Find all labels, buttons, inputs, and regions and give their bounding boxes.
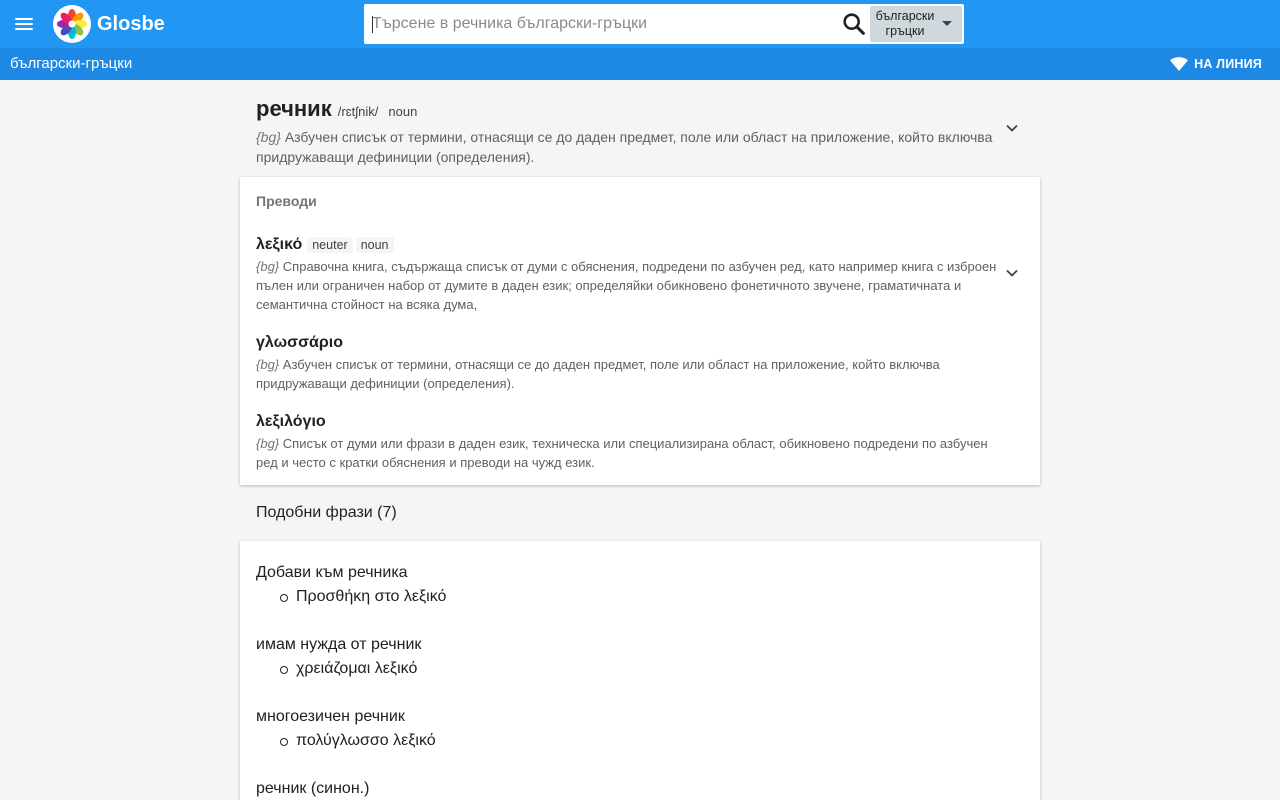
text-caret xyxy=(372,16,373,33)
phrase-item xyxy=(256,563,1016,607)
similar-phrases-card xyxy=(240,541,1040,800)
pronunciation: /rɛtʃnik/ xyxy=(337,104,379,119)
definition-text: Азбучен списък от термини, отнасящи се до даден предмет, поле или област на приложение, който включва придружаващи дефиниции (определения). xyxy=(256,129,993,165)
pos-tag: noun xyxy=(356,237,394,253)
translation-item[interactable] xyxy=(256,334,1000,393)
search-icon[interactable] xyxy=(840,10,868,38)
brand-name[interactable]: Glosbe xyxy=(97,13,165,35)
language-pair-link[interactable]: български-гръцки xyxy=(10,55,133,72)
translation-word: λεξιλόγιο xyxy=(256,413,326,430)
translation-definition: Списък от думи или фрази в даден език, техническа или специализирана област, обикновено подредени по азбучен ред и често с кратки обяснения и преводи на чужд език. xyxy=(256,436,988,470)
translation-item[interactable] xyxy=(256,236,1000,314)
sub-bar xyxy=(0,48,1280,80)
chevron-down-icon[interactable] xyxy=(1005,266,1019,280)
gender-tag: neuter xyxy=(307,237,352,253)
phrase-source[interactable]: многоезичен речник xyxy=(256,708,405,725)
wifi-icon xyxy=(1170,57,1188,71)
language-tag: {bg} xyxy=(256,259,280,274)
similar-phrases-title: Подобни фрази (7) xyxy=(256,504,397,521)
headword-section xyxy=(256,96,996,167)
phrase-item xyxy=(256,707,1016,751)
translations-card xyxy=(240,177,1040,485)
phrase-source[interactable]: речник (синон.) xyxy=(256,780,370,797)
phrase-source[interactable]: Добави към речника xyxy=(256,564,408,581)
language-select[interactable] xyxy=(870,6,962,42)
translation-definition: Справочна книга, съдържаща списък от думи с обяснения, подредени по азбучен ред, като например книга с изброен пълен или ограничен набор от думите в даден език; определяйки обикновено фонетичното звучене, граматичната и семантична стойност на всяка дума, xyxy=(256,259,997,312)
phrase-source[interactable]: имам нужда от речник xyxy=(256,636,422,653)
headword: речник xyxy=(256,96,332,121)
language-tag: {bg} xyxy=(256,436,280,451)
menu-icon[interactable] xyxy=(12,12,36,36)
phrase-translation[interactable]: πολύγλωσσο λεξικό xyxy=(256,731,1016,751)
language-tag: {bg} xyxy=(256,129,281,145)
search-box xyxy=(364,4,964,44)
phrase-translation[interactable]: χρειάζομαι λεξικό xyxy=(256,659,1016,679)
part-of-speech: noun xyxy=(388,104,418,119)
search-input[interactable] xyxy=(370,8,836,40)
language-select-label: български гръцки xyxy=(875,9,935,38)
language-tag: {bg} xyxy=(256,357,280,372)
phrase-translation[interactable]: Προσθήκη στο λεξικό xyxy=(256,587,1016,607)
translation-word: λεξικό xyxy=(256,236,303,253)
chevron-down-icon[interactable] xyxy=(1005,121,1019,135)
phrase-item xyxy=(256,635,1016,679)
translation-item[interactable] xyxy=(256,413,1000,472)
headword-definition xyxy=(256,127,996,167)
phrase-item xyxy=(256,779,1016,799)
translation-word: γλωσσάριο xyxy=(256,334,343,351)
online-status-label: НА ЛИНИЯ xyxy=(1194,57,1262,71)
dropdown-arrow-icon xyxy=(942,21,952,26)
glosbe-logo[interactable] xyxy=(53,5,91,43)
top-bar xyxy=(0,0,1280,48)
online-status[interactable] xyxy=(1170,56,1262,72)
translations-title: Преводи xyxy=(256,193,317,209)
translation-definition: Азбучен списък от термини, отнасящи се до даден предмет, поле или област на приложение, който включва придружаващи дефиниции (определения). xyxy=(256,357,940,391)
